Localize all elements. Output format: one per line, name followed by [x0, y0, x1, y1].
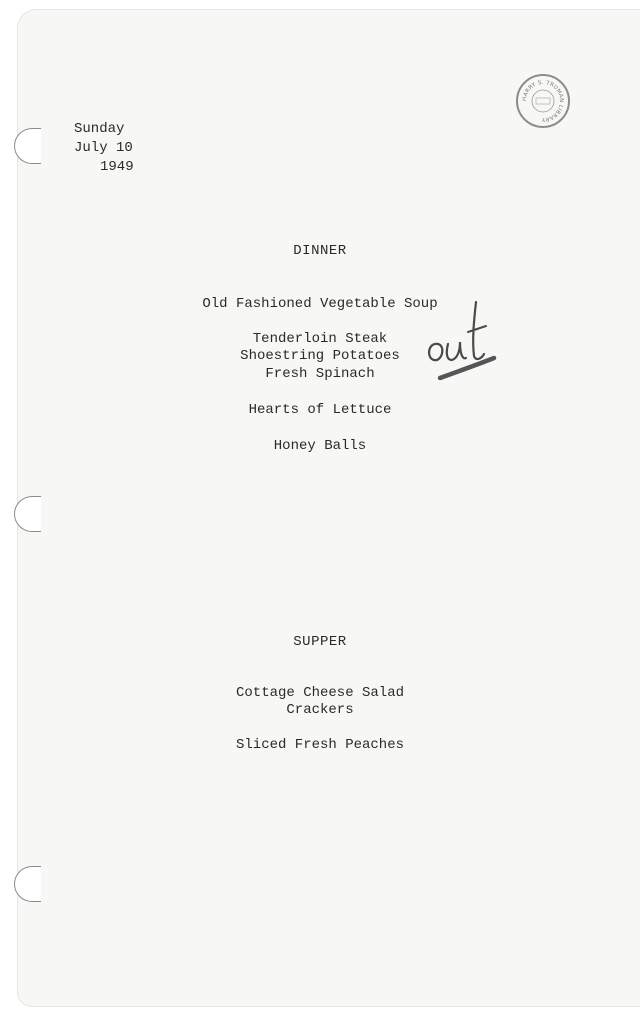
date-month-day: July 10 — [74, 140, 133, 156]
dinner-heading: DINNER — [293, 243, 347, 259]
menu-date — [74, 120, 134, 177]
supper-item: Sliced Fresh Peaches — [235, 737, 405, 753]
dinner-item: Honey Balls — [273, 438, 367, 454]
svg-text:HARRY S. TRUMAN LIBRARY — [522, 80, 564, 122]
supper-item: Crackers — [286, 702, 354, 718]
date-year: 1949 — [100, 159, 134, 175]
stamp-text: HARRY S. TRUMAN LIBRARY — [521, 79, 565, 123]
dinner-item: Fresh Spinach — [265, 366, 375, 382]
handwriting-out-icon — [420, 296, 500, 386]
stamp-seal-icon — [518, 76, 568, 126]
dinner-item: Tenderloin Steak — [252, 331, 388, 347]
library-stamp — [516, 74, 570, 128]
supper-item: Cottage Cheese Salad — [235, 685, 405, 701]
date-day: Sunday — [74, 121, 125, 137]
supper-heading: SUPPER — [293, 634, 347, 650]
dinner-item: Old Fashioned Vegetable Soup — [202, 296, 438, 312]
dinner-item: Hearts of Lettuce — [248, 402, 392, 418]
handwritten-annotation — [420, 296, 500, 386]
dinner-item: Shoestring Potatoes — [240, 348, 400, 364]
